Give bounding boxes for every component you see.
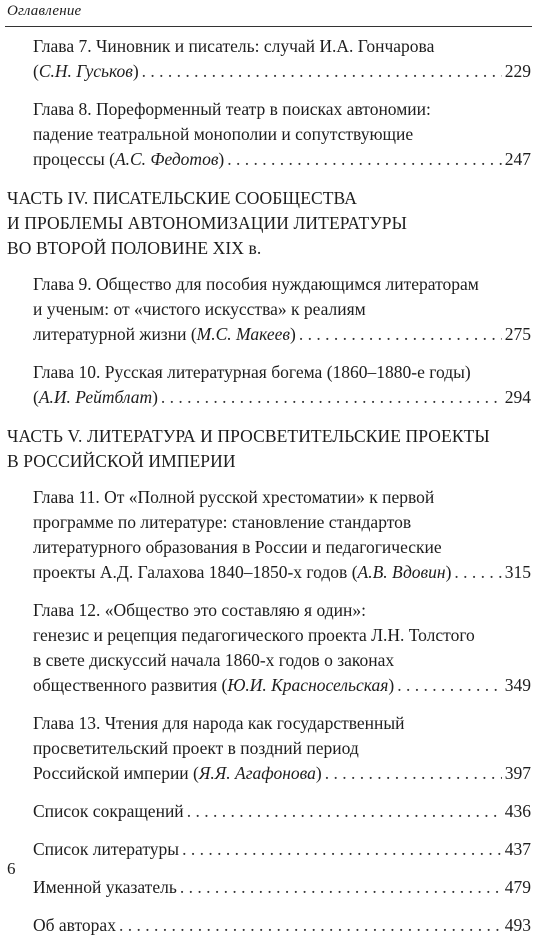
entry-title-line: Глава 9. Общество для пособия нуждающимся литераторам [33, 274, 479, 294]
entry-page-number: 247 [504, 149, 531, 169]
entry-label: Об авторах [33, 915, 116, 935]
dot-leader [187, 799, 502, 824]
part-heading-line: ВО ВТОРОЙ ПОЛОВИНЕ XIX в. [7, 238, 262, 258]
entry-page-number: 315 [504, 562, 531, 582]
dot-leader [325, 761, 502, 786]
entry-page-number: 275 [504, 324, 531, 344]
entry-title-line: и ученым: от «чистого искусства» к реалиям [33, 299, 366, 319]
entry-title-line: в свете дискуссий начала 1860-х годов о законах [33, 650, 395, 670]
part-heading-line: ЧАСТЬ V. ЛИТЕРАТУРА И ПРОСВЕТИТЕЛЬСКИЕ ПРОЕКТЫ [7, 426, 490, 446]
entry-title-line: Глава 10. Русская литературная богема (1860–1880-е годы) [33, 362, 471, 382]
entry-page-number: 349 [504, 675, 531, 695]
entry-title-line: литературного образования в России и педагогические [33, 537, 442, 557]
part-heading-line: И ПРОБЛЕМЫ АВТОНОМИЗАЦИИ ЛИТЕРАТУРЫ [7, 213, 408, 233]
entry-label: Именной указатель [33, 877, 177, 897]
toc-entry-chapter-11[interactable] [0, 485, 540, 585]
dot-leader [299, 322, 502, 347]
entry-title-line: Глава 13. Чтения для народа как государственный [33, 713, 405, 733]
entry-author-line: процессы (А.С. Федотов) [33, 149, 225, 169]
entry-last-line [33, 837, 531, 862]
page-number: 6 [7, 859, 16, 878]
entry-author: М.С. Макеев [196, 324, 290, 344]
entry-last-line [33, 322, 531, 347]
entry-label: Список литературы [33, 839, 180, 859]
entry-page-number: 479 [504, 877, 531, 897]
entry-author-line: общественного развития (Ю.И. Красносельская) [33, 675, 395, 695]
entry-title-line: Глава 11. От «Полной русской хрестоматии» к первой [33, 487, 435, 507]
entry-page-number: 493 [504, 915, 531, 935]
table-of-contents [0, 34, 540, 938]
dot-leader [142, 59, 502, 84]
entry-last-line [33, 673, 531, 698]
part-heading-line: В РОССИЙСКОЙ ИМПЕРИИ [7, 451, 236, 471]
dot-leader [454, 560, 501, 585]
toc-entry-chapter-7[interactable] [0, 34, 540, 84]
toc-entry-chapter-12[interactable] [0, 598, 540, 698]
entry-label: Список сокращений [33, 801, 184, 821]
dot-leader [182, 837, 502, 862]
toc-entry-chapter-13[interactable] [0, 711, 540, 786]
entry-author-line: (С.Н. Гуськов) [33, 61, 139, 81]
part-heading-line: ЧАСТЬ IV. ПИСАТЕЛЬСКИЕ СООБЩЕСТВА [7, 188, 357, 208]
entry-page-number: 229 [504, 61, 531, 81]
toc-entry-about-authors[interactable] [0, 913, 540, 938]
entry-last-line [33, 385, 531, 410]
entry-title-line: просветительский проект в поздний период [33, 738, 359, 758]
entry-last-line [33, 913, 531, 938]
entry-page-number: 436 [504, 801, 531, 821]
part-heading-5 [0, 424, 540, 474]
entry-page-number: 294 [504, 387, 531, 407]
dot-leader [161, 385, 502, 410]
dot-leader [227, 147, 502, 172]
entry-author: А.С. Федотов [114, 149, 219, 169]
entry-author-line: Российской империи (Я.Я. Агафонова) [33, 763, 322, 783]
entry-last-line [33, 560, 531, 585]
entry-author-line: (А.И. Рейтблат) [33, 387, 158, 407]
entry-title-line: программе по литературе: становление стандартов [33, 512, 412, 532]
toc-entry-chapter-10[interactable] [0, 360, 540, 410]
entry-title-line: Глава 7. Чиновник и писатель: случай И.А. Гончарова [33, 36, 435, 56]
entry-last-line [33, 875, 531, 900]
entry-last-line [33, 59, 531, 84]
part-heading-4 [0, 186, 540, 261]
dot-leader [397, 673, 502, 698]
entry-author: Я.Я. Агафонова [198, 763, 316, 783]
toc-entry-abbreviations[interactable] [0, 799, 540, 824]
entry-page-number: 397 [504, 763, 531, 783]
toc-entry-name-index[interactable] [0, 875, 540, 900]
entry-last-line [33, 147, 531, 172]
entry-author: А.И. Рейтблат [38, 387, 153, 407]
entry-author-line: литературной жизни (М.С. Макеев) [33, 324, 296, 344]
entry-title-line: Глава 12. «Общество это составляю я один»: [33, 600, 366, 620]
entry-author: Ю.И. Красносельская [227, 675, 389, 695]
header-rule [5, 26, 532, 27]
entry-page-number: 437 [504, 839, 531, 859]
entry-author-line: проекты А.Д. Галахова 1840–1850-х годов (А.В. Вдовин) [33, 562, 452, 582]
running-head: Оглавление [7, 3, 82, 19]
toc-entry-chapter-9[interactable] [0, 272, 540, 347]
entry-last-line [33, 799, 531, 824]
entry-title-line: Глава 8. Пореформенный театр в поисках автономии: [33, 99, 431, 119]
entry-title-line: падение театральной монополии и сопутствующие [33, 124, 414, 144]
toc-entry-bibliography[interactable] [0, 837, 540, 862]
entry-title-line: генезис и рецепция педагогического проекта Л.Н. Толстого [33, 625, 475, 645]
dot-leader [180, 875, 502, 900]
dot-leader [119, 913, 502, 938]
entry-last-line [33, 761, 531, 786]
entry-author: С.Н. Гуськов [38, 61, 133, 81]
entry-author: А.В. Вдовин [357, 562, 446, 582]
toc-entry-chapter-8[interactable] [0, 97, 540, 172]
